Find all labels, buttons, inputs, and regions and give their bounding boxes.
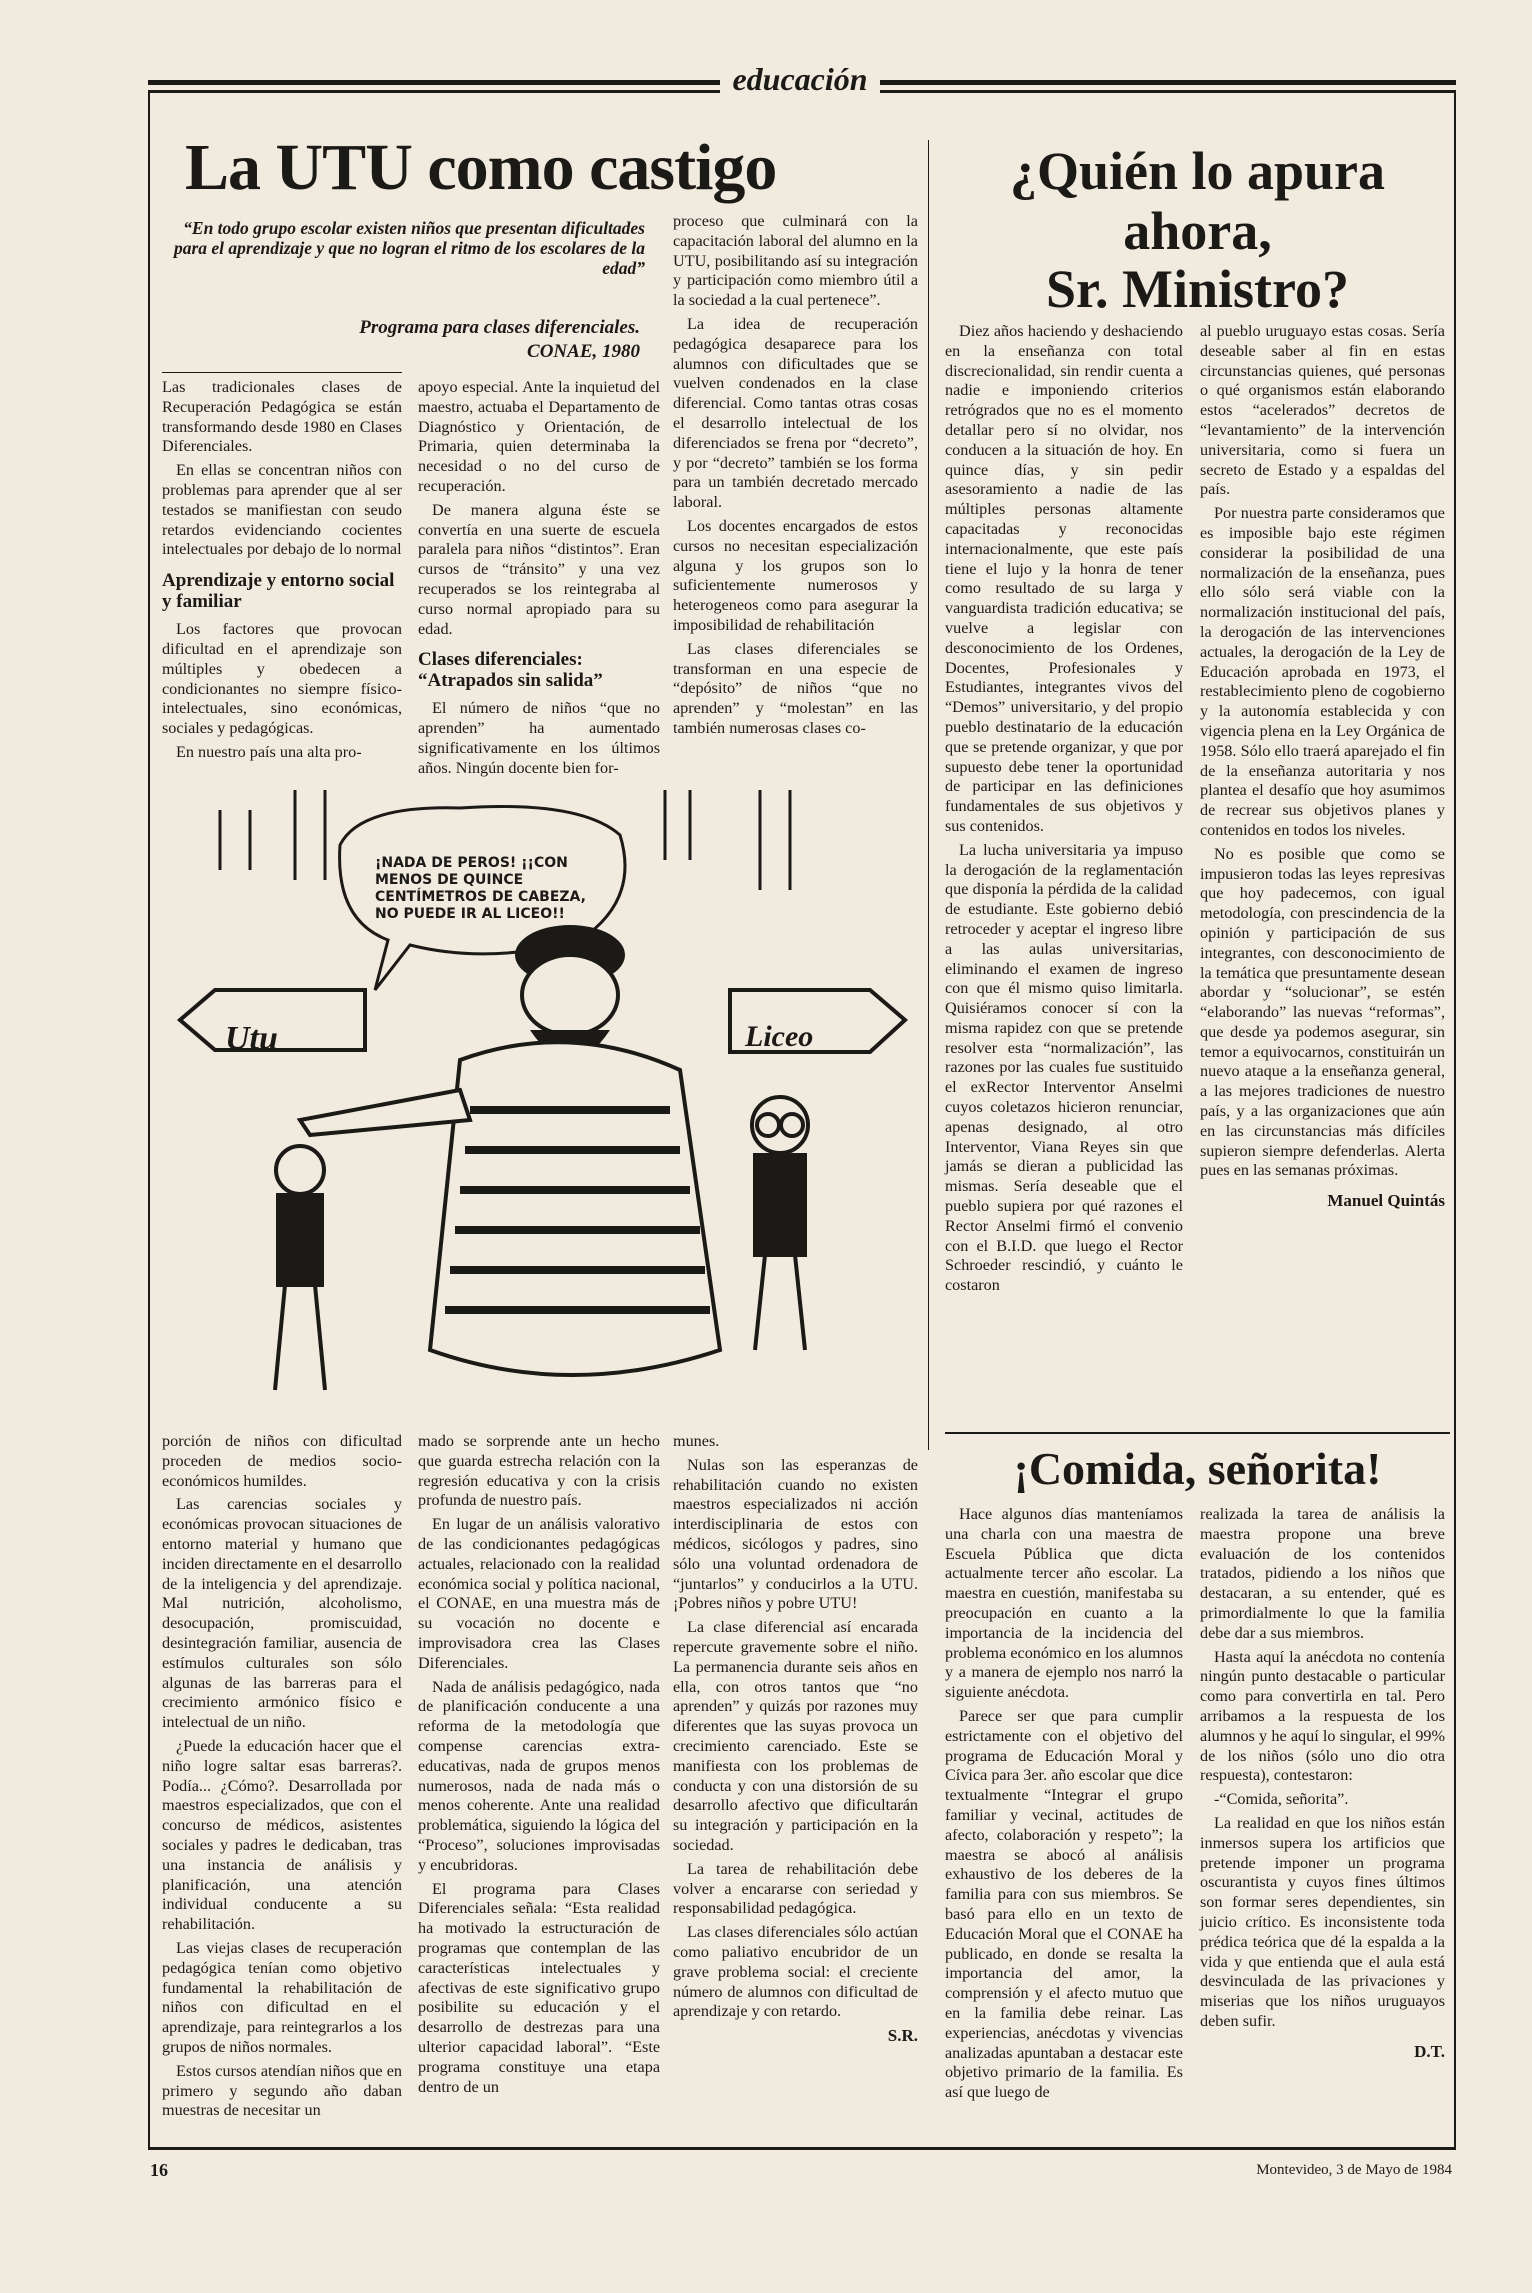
- article3-col2: [1200, 1505, 1445, 2062]
- paragraph: El número de niños “que no aprenden” ha aumentado significativamente en los últimos años. Ningún docente bien for-: [418, 699, 660, 777]
- paragraph: La idea de recuperación pedagógica desaparece para los alumnos con dificultades que se vuelven condenados en la clase diferencial. Como tantas otras cosas el desarrollo intelectual de los diferenciados se frena por “decreto”, y por “decreto” también se los forma para un también decretado mercado laboral.: [673, 314, 918, 512]
- chain-far-left: [220, 810, 250, 870]
- article1-head-rule: [162, 372, 402, 373]
- paragraph: En nuestro país una alta pro-: [176, 742, 362, 761]
- article-divider-vertical: [928, 140, 929, 1450]
- left-frame-rule: [148, 92, 150, 2147]
- paragraph: Nada de análisis pedagógico, nada de planificación conducente a una reforma de la metodología que compense carencias extra-educativas, nada de grupos menos numerosos, nada de nada más o menos coherente. Ante una realidad problemática, siguiendo la lógica del “Proceso”, soluciones improvisadas y encubridoras.: [418, 1677, 660, 1874]
- article1-col2-bottom: [418, 1432, 660, 2101]
- article2-col2: [1200, 322, 1445, 1211]
- paragraph: La tarea de rehabilitación debe volver a encararse con seriedad y responsabilidad pedagógica.: [673, 1859, 918, 1918]
- paragraph: apoyo especial. Ante la inquietud del maestro, actuaba el Departamento de Diagnóstico y Orientación, de Primaria, quien determinaba la necesidad o no del curso de recuperación.: [418, 378, 660, 495]
- paragraph: al pueblo uruguayo estas cosas. Sería deseable saber al fin en estas circunstancias quienes, qué personas o qué organismos están elaborando estos “acelerados” decretos de “levantamiento” de la intervención universitaria, como si fuera un secreto de Estado y a espaldas del país.: [1200, 322, 1445, 499]
- paragraph: En ellas se concentran niños con problemas para aprender que al ser testados se manifiestan con seudo retardos evidenciando cocientes intelectuales por debajo de lo normal: [162, 461, 402, 559]
- article2-title-line2: ahora,: [1123, 201, 1272, 261]
- paragraph: La realidad en que los niños están inmersos supera los artificios que pretende imponer un programa oscurantista y cuyos fines últimos son formar seres dependientes, sin juicio crítico. Es inconsistente toda prédica teórica que dé la espalda a la vida y que entienda que el aula está desvinculada de las privaciones y miserias que los niños uruguayos deben sufir.: [1200, 1813, 1445, 2030]
- sign-liceo-label: Liceo: [745, 1020, 814, 1053]
- article1-quote: “En todo grupo escolar existen niños que presentan dificultades para el aprendizaje y que no logran el ritmo de los escolares de la edad”: [173, 218, 645, 278]
- paragraph: Por nuestra parte consideramos que es imposible bajo este régimen considerar la posibilidad de una normalización de la enseñanza, pues ello sólo será viable con la normalización institucional del país, la derogación de las intervenciones actuales, la derogación de la Ley de Educación aprobada en 1973, el restablecimiento pleno de cogobierno y la autonomía establecida y con vigencia plena en la Ley Orgánica de 1958. Sólo ello traerá aparejado el fin de la enseñanza autoritaria y nos plantea el desafío que hoy asumimos de recrear sus objetivos planes y contenidos en todos los niveles.: [1200, 504, 1445, 839]
- boy-right: [752, 1097, 808, 1350]
- article1-source-2: CONAE, 1980: [527, 341, 640, 362]
- paragraph: No es posible que como se impusieron todas las leyes represivas que hoy padecemos, con igual metodología, con prescindencia de la opinión y participación de sus integrantes, con desconocimiento de la temática que presuntamente desean abordar y “solucionar”, se estén “elaborando” las nuevas “reformas”, que desde ya podemos asegurar, sin temor a equivocarnos, constituirán un nuevo ataque a la enseñanza general, a las mejores tradiciones de nuestro país, y a las organizaciones que aún en las circunstancias más difíciles supieron siempre defenderlas. Alerta pues en las semanas próximas.: [1200, 844, 1445, 1180]
- paragraph: En lugar de un análisis valorativo de las condicionantes pedagógicas actuales, relacionado con la realidad económica social y política nacional, el CONAE, en una muestra más de su vocación no docente e improvisadora crea las Clases Diferenciales.: [418, 1515, 660, 1672]
- article1-source-1: Programa para clases diferenciales.: [359, 317, 640, 338]
- article1-col1-top: [162, 378, 402, 767]
- cartoon-speech-text: ¡NADA DE PEROS! ¡¡CON MENOS DE QUINCE CENTÍMETROS DE CABEZA, NO PUEDE IR AL LICEO!!: [375, 855, 586, 922]
- paragraph: proceso que culminará con la capacitación laboral del alumno en la UTU, posibilitando así su integración y participación como miembro útil a la sociedad a la cual pertenece”.: [673, 212, 918, 310]
- paragraph: porción de niños con dificultad proceden de medios socio-económicos humildes.: [162, 1432, 402, 1490]
- boy-left: [275, 1146, 325, 1390]
- article3-title: ¡Comida, señorita!: [1013, 1443, 1382, 1494]
- article2-signature: Manuel Quintás: [1327, 1191, 1445, 1211]
- paragraph: ¿Puede la educación hacer que el niño logre saltar esas barreras?. Podía... ¿Cómo?. Desarrollada por maestros especializados, que con el concurso de médicos, asistentes sociales y padres le dedicaban, tras una instancia de análisis y planificación, una atención individual conducente a su rehabilitación.: [162, 1736, 402, 1934]
- paragraph: realizada la tarea de análisis la maestra propone una breve evaluación de los contenidos tratados, pidiendo a los niños que destacaran, a su entender, qué es primordialmente lo que la familia debe dar a sus miembros.: [1200, 1505, 1445, 1642]
- article1-col1-bottom: [162, 1432, 402, 2125]
- section-label: educación: [720, 62, 880, 96]
- article2-col1: [945, 322, 1183, 1300]
- paragraph: Hasta aquí la anécdota no contenía ningún punto destacable o particular como para convertirla en tal. Pero arribamos a la respuesta de los alumnos y he aquí lo singular, el 99% de los niños (sólo uno dio otra respuesta), contestaron:: [1200, 1647, 1445, 1785]
- article3-signature: D.T.: [1414, 2041, 1445, 2061]
- article1-col3-bottom: [673, 1432, 918, 2046]
- sign-utu-label: Utu: [225, 1020, 278, 1057]
- article2-title-line1: ¿Quién lo apura: [1009, 141, 1386, 201]
- article2-title-line3: Sr. Ministro?: [1045, 259, 1350, 319]
- paragraph: Las clases diferenciales sólo actúan como paliativo encubridor de un grave problema social: el creciente número de alumnos con dificultad de aprendizaje y con retardo.: [673, 1923, 918, 2021]
- article3-top-rule: [945, 1432, 1450, 1434]
- paragraph: Los factores que provocan dificultad en el aprendizaje son múltiples y obedecen a condicionantes no siempre físico-intelectuales, sino económicas, sociales y pedagógicas.: [162, 620, 402, 738]
- paragraph: Las tradicionales clases de Recuperación Pedagógica se están transformando desde 1980 en Clases Diferenciales.: [162, 378, 402, 456]
- article1-subheading-1: Aprendizaje y entorno social y familiar: [162, 570, 395, 613]
- paragraph: Las viejas clases de recuperación pedagógica tenían como objetivo fundamental la rehabilitación de niños con dificultad en el aprendizaje, para reintegrarlos a los grupos de niños normales.: [162, 1938, 402, 2056]
- paragraph: munes.: [673, 1432, 720, 1450]
- paragraph: mado se sorprende ante un hecho que guarda estrecha relación con la regresión educativa y con la crisis profunda de nuestro país.: [418, 1432, 660, 1510]
- chain-center: [665, 790, 690, 860]
- article1-col2-top: [418, 378, 660, 783]
- paragraph: La lucha universitaria ya impuso la derogación de la reglamentación que disponía la pérdida de la calidad de estudiante. Este gobierno debió retroceder y aceptar el ingreso libre a las aulas universitarias, eliminando el examen de ingreso con que él mismo quiso limitarla. Quisiéramos conocer sí con la misma rapidez con que se pretende resolver esta “normalización”, las razones por las cuales fue sustituido el exRector Interventor Anselmi cuyos coletazos hicieron renunciar, apenas designado, al otro Interventor, Viana Reyes sin que jamás se dieran a publicidad las mismas. Sería deseable que el pueblo supiera por qué razones el Rector Anselmi firmó el convenio con el B.I.D. que luego el Rector Schroeder rescindió, y cuánto le costaron: [945, 840, 1183, 1295]
- bottom-rule: [148, 2147, 1456, 2150]
- right-frame-rule: [1454, 92, 1456, 2147]
- paragraph: La clase diferencial así encarada repercute gravemente sobre el niño. La permanencia durante seis años en ella, con otros tantos que “no aprenden” y quizás por razones muy diferentes que las suyas provoca un crecimiento carenciado. Este se manifiesta con los problemas de conducta y con una distorsión de su desarrollo afectivo que dificultarán su integración y participación en la sociedad.: [673, 1618, 918, 1854]
- paragraph: Las carencias sociales y económicas provocan situaciones de entorno material y humano que inciden directamente en el desarrollo de la inteligencia y del aprendizaje. Mal nutrición, alcoholismo, desocupación, promiscuidad, desintegración familiar, ausencia de estímulos culturales son sólo algunas de las barreras para el crecimiento armónico físico e intelectual de un niño.: [162, 1495, 402, 1732]
- chain-left: [295, 790, 325, 880]
- paragraph: Las clases diferenciales se transforman en una especie de “depósito” de niños “que no aprenden” y “molestan” en las también numerosas clases co-: [673, 639, 918, 737]
- paragraph: Los docentes encargados de estos cursos no necesitan especialización alguna y los grupos son lo suficientemente numerosos y heterogeneos como para asegurar la imposibilidad de rehabilitación: [673, 516, 918, 634]
- article1-col3-top: [673, 212, 918, 743]
- paragraph: Nulas son las esperanzas de rehabilitación cuando no existen maestros especializados ni acción interdisciplinaria de estos con médicos, sicólogos y padres, sino sólo una voluntad ordenadora de “juntarlos” y conducirlos a la UTU. ¡Pobres niños y pobre UTU!: [673, 1455, 918, 1613]
- page-number: 16: [150, 2160, 168, 2180]
- paragraph: -“Comida, señorita”.: [1214, 1790, 1349, 1809]
- paragraph: Diez años haciendo y deshaciendo en la enseñanza con total discrecionalidad, sin rendir cuenta a nadie e imponiendo criterios retrógrados que no es el momento detallar pero sí no olvidar, nos conducen a la situación de hoy. En quince días, y sin pedir asesoramiento a nadie de las múltiples personas altamente capacitadas y reconocidas internacionalmente, que este país tiene el lujo y la honra de tener como resultado de su larga y vanguardista tradición educativa; se vuelve a legislar con desconocimiento de los Ordenes, Docentes, Profesionales y Estudiantes, integrantes vivos del “Demos” universitario, y del propio pueblo destinatario de la educación que se pretende organizar, y que por supuesto debe tener la oportunidad de participar en las definiciones fundamentales de sus objetivos y sus contenidos.: [945, 322, 1183, 835]
- chain-right: [760, 790, 790, 890]
- paragraph: Hace algunos días manteníamos una charla con una maestra de Escuela Pública que dicta actualmente tercer año escolar. La maestra en cuestión, manifestaba su preocupación en cuanto a la importancia de la incidencia del problema económico en los alumnos y a manera de ejemplo nos narró la siguiente anécdota.: [945, 1505, 1183, 1702]
- paragraph: De manera alguna éste se convertía en una suerte de escuela paralela para niños “distintos”. Eran cursos de “tránsito” y una vez recuperados se los reintegraba al curso normal apropiado para su edad.: [418, 500, 660, 638]
- article1-signature: S.R.: [887, 2026, 918, 2046]
- article1-subheading-2: Clases diferenciales: “Atrapados sin salida”: [418, 649, 603, 692]
- paragraph: El programa para Clases Diferenciales señala: “Esta realidad ha motivado la estructuración de programas que contemplan de las características intelectuales y afectivas de este significativo grupo posibilite su educación y el desarrollo de destrezas para una ulterior capacidad laboral”. “Este programa constituye una etapa dentro de un: [418, 1879, 660, 2096]
- paragraph: Estos cursos atendían niños que en primero y segundo año daban muestras de necesitar un: [162, 2061, 402, 2120]
- paragraph: Parece ser que para cumplir estrictamente con el objetivo del programa de Educación Moral y Cívica para 3er. año escolar que dice textualmente “Integrar el grupo familiar y vecinal, actitudes de afecto, colaboración y respeto”; la maestra se abocó al análisis exhaustivo de los deberes de la familia para con sus miembros. Se basó para ello en un texto de Educación Moral que el CONAE ha publicado, en donde se resalta la importancia del amor, la comprensión y el afecto mutuo que en la familia debe reinar. Las experiencias, anécdotas y vivencias analizadas apuntaban a destacar este objetivo primario de la familia. Es así que luego de: [945, 1706, 1183, 2102]
- dateline: Montevideo, 3 de Mayo de 1984: [1256, 2162, 1452, 2178]
- article3-col1: [945, 1505, 1183, 2107]
- article1-title: La UTU como castigo: [185, 131, 777, 204]
